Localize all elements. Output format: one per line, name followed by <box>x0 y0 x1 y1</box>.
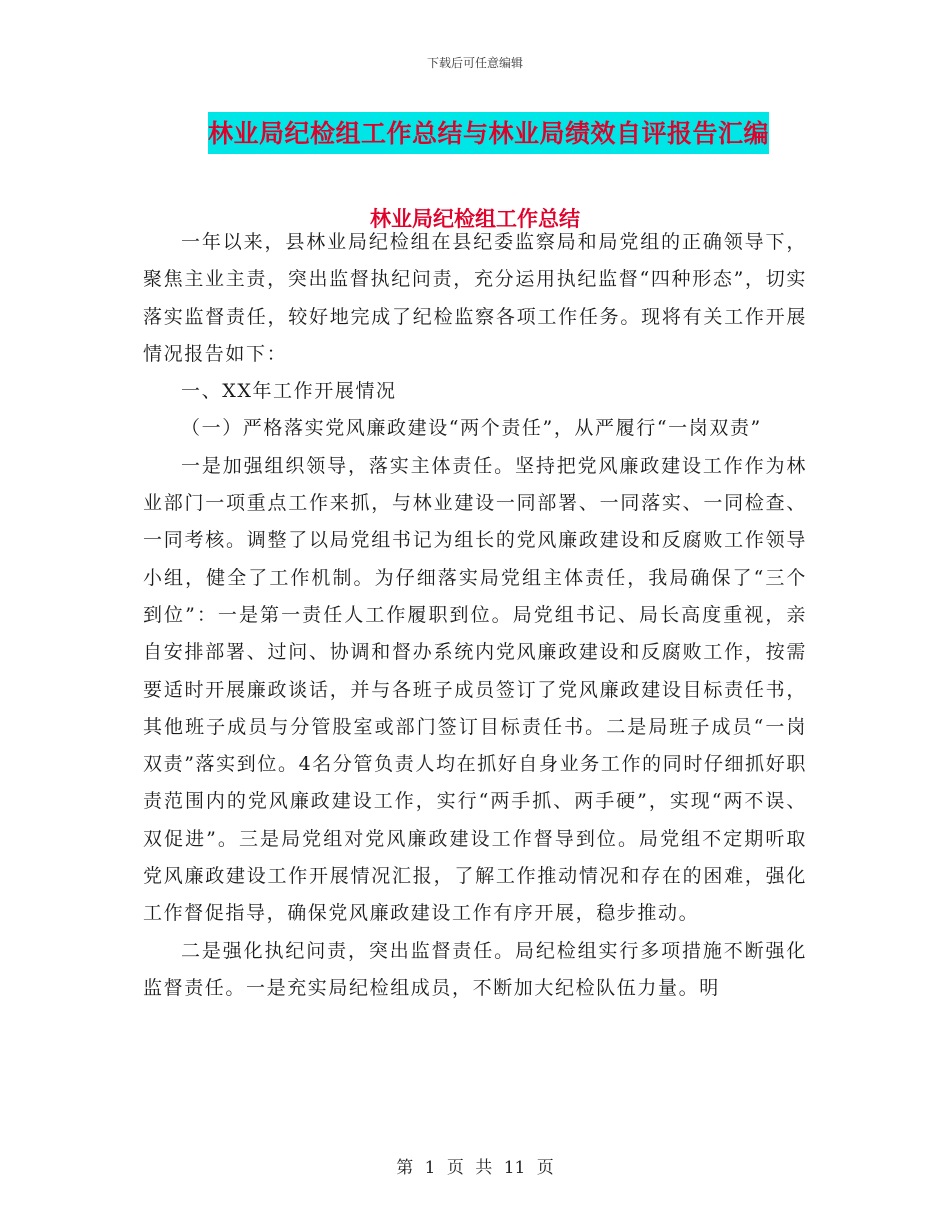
paragraph: 二是强化执纪问责，突出监督责任。局纪检组实行多项措施不断强化监督责任。一是充实局纪检组成员，不断加大纪检队伍力量。明 <box>143 939 807 999</box>
header-note: 下载后可任意编辑 <box>426 56 523 70</box>
paragraph: 一、XX年工作开展情况 <box>181 380 397 403</box>
body-text <box>143 224 807 1007</box>
paragraph: （一）严格落实党风廉政建设“两个责任”，从严履行“一岗双责” <box>181 417 762 440</box>
paragraph: 一是加强组织领导，落实主体责任。坚持把党风廉政建设工作作为林业部门一项重点工作来抓，与林业建设一同部署、一同落实、一同检查、一同考核。调整了以局党组书记为组长的党风廉政建设和反腐败工作领导小组，健全了工作机制。为仔细落实局党组主体责任，我局确保了“三个到位”：一是第一责任人工作履职到位。局党组书记、局长高度重视，亲自安排部署、过问、协调和督办系统内党风廉政建设和反腐败工作，按需要适时开展廉政谈话，并与各班子成员签订了党风廉政建设目标责任书，其他班子成员与分管股室或部门签订目标责任书。二是局班子成员“一岗双责”落实到位。4名分管负责人均在抓好自身业务工作的同时仔细抓好职责范围内的党风廉政建设工作，实行“两手抓、两手硬”，实现“两不误、双促进”。三是局党组对党风廉政建设工作督导到位。局党组不定期听取党风廉政建设工作开展情况汇报，了解工作推动情况和存在的困难，强化工作督促指导，确保党风廉政建设工作有序开展，稳步推动。 <box>143 454 807 925</box>
paragraph: 一年以来，县林业局纪检组在县纪委监察局和局党组的正确领导下，聚焦主业主责，突出监督执纪问责，充分运用执纪监督“四种形态”，切实落实监督责任，较好地完成了纪检监察各项工作任务。现将有关工作开展情况报告如下： <box>143 231 807 365</box>
section-title: 林业局纪检组工作总结 <box>370 207 580 231</box>
document-title: 林业局纪检组工作总结与林业局绩效自评报告汇编 <box>208 112 769 154</box>
page-number: 第 1 页 共 11 页 <box>396 1158 554 1178</box>
